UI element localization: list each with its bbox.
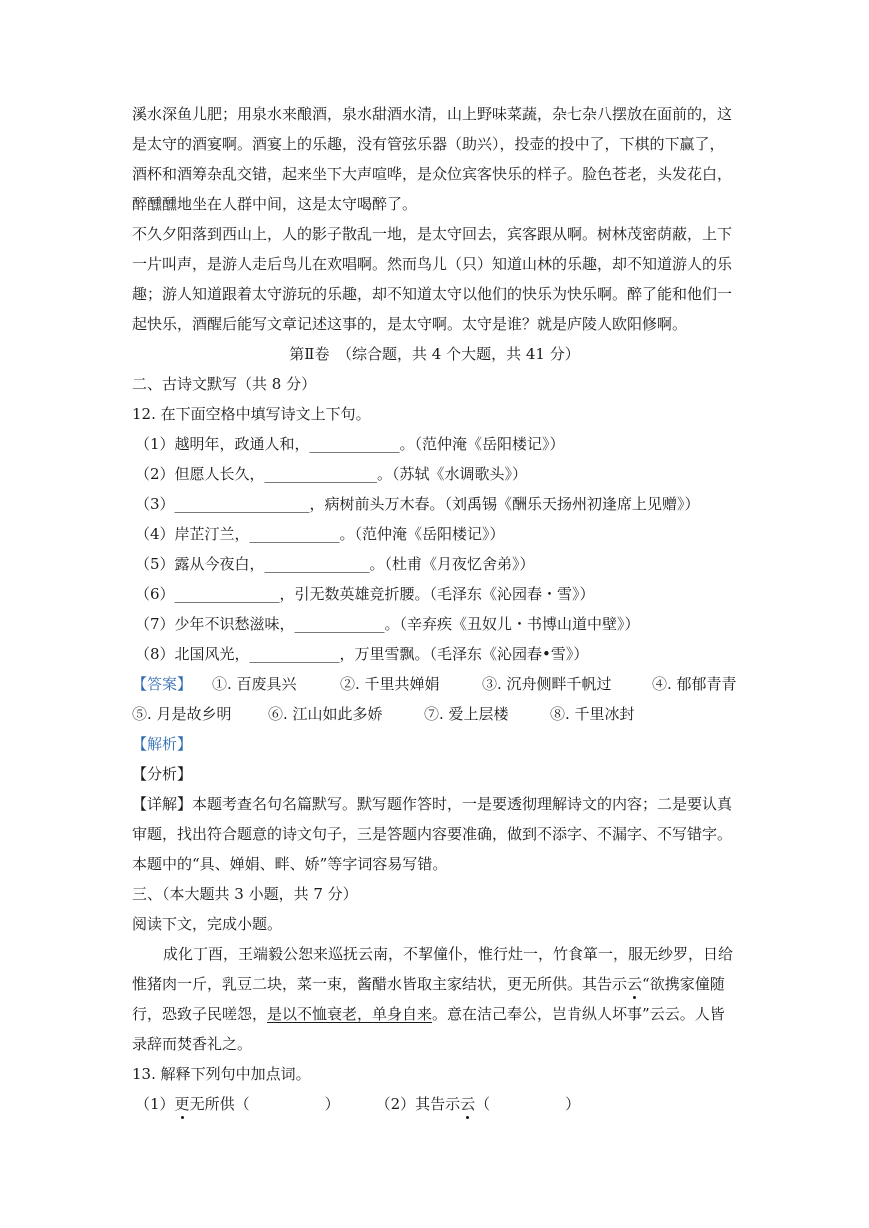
passage-line-2	[132, 974, 725, 994]
question-13-items	[135, 1094, 580, 1114]
detail-line-1: 【详解】本题考查名句名篇默写。默写题作答时，一是要透彻理解诗文的内容；二是要认真	[132, 795, 733, 813]
detail-line-3: 本题中的“具、婵娟、畔、娇”等字词容易写错。	[132, 855, 448, 873]
answer-3: ③. 沉舟侧畔千帆过	[482, 675, 612, 693]
fill-item-7: （7）少年不识愁滋味，____________。（辛弃疾《丑奴儿・书博山道中壁》）	[135, 615, 640, 633]
translation-line-3: 酒杯和酒筹杂乱交错，起来坐下大声喧哗，是众位宾客快乐的样子。脸色苍老，头发花白，	[132, 165, 733, 183]
answer-label: 【答案】	[132, 675, 193, 693]
q13-item-1-blank: 无所供（ ）	[189, 1095, 340, 1113]
fill-item-8: （8）北国风光，____________，万里雪飘。（毛泽东《沁园春•雪》）	[135, 645, 589, 663]
detail-line-2: 审题，找出符合题意的诗文句子，三是答题内容要准确，做到不添字、不漏字、不写错字。	[132, 825, 733, 843]
answer-6: ⑥. 江山如此多娇	[268, 705, 383, 723]
fill-item-3: （3）__________________，病树前头万木春。（刘禹锡《酬乐天扬州初逢席上见赠》）	[135, 495, 700, 513]
q13-item-1-prefix: （1）	[135, 1095, 175, 1113]
translation-line-4: 醉醺醺地坐在人群中间，这是太守喝醉了。	[132, 195, 418, 213]
fill-item-2: （2）但愿人长久，_______________。（苏轼《水调歌头》）	[135, 465, 528, 483]
fill-item-6: （6）______________，引无数英雄竞折腰。（毛泽东《沁园春・雪》）	[135, 585, 595, 603]
fill-item-4: （4）岸芷汀兰，____________。（范仲淹《岳阳楼记》）	[135, 525, 505, 543]
passage-line-3-text: 行，恐致子民嗟怨，	[132, 1005, 268, 1023]
fill-item-1: （1）越明年，政通人和，____________。（范仲淹《岳阳楼记》）	[135, 435, 565, 453]
translation-line-6: 一片叫声，是游人走后鸟儿在欢唱啊。然而鸟儿（只）知道山林的乐趣，却不知道游人的乐	[132, 255, 733, 273]
fenxi-label: 【分析】	[132, 765, 193, 783]
question-13-stem: 13. 解释下列句中加点词。	[132, 1065, 311, 1083]
dotted-word-yun-2: 云	[460, 1095, 476, 1113]
answer-7: ⑦. 爱上层楼	[424, 705, 509, 723]
question-12-stem: 12. 在下面空格中填写诗文上下句。	[132, 405, 371, 423]
passage-line-3-tail: 。意在洁己奉公，岂肯纵人坏事”云云。人皆	[432, 1005, 725, 1023]
answer-1: ①. 百废具兴	[212, 675, 297, 693]
passage-line-1: 成化丁酉，王端毅公恕来巡抚云南，不挈僮仆，惟行灶一，竹食箪一，服无纱罗，日给	[163, 945, 734, 963]
translation-line-8: 起快乐，酒醒后能写文章记述这事的，是太守啊。太守是谁？就是庐陵人欧阳修啊。	[132, 315, 688, 333]
section-3-heading: 三、（本大题共 3 小题，共 7 分）	[132, 885, 358, 903]
translation-line-2: 是太守的酒宴啊。酒宴上的乐趣，没有管弦乐器（助兴），投壶的投中了，下棋的下赢了，	[132, 135, 725, 153]
translation-line-5: 不久夕阳落到西山上，人的影子散乱一地，是太守回去，宾客跟从啊。树林茂密荫蔽，上下	[132, 225, 733, 243]
section-2-heading: 二、古诗文默写（共 8 分）	[132, 375, 317, 393]
analysis-label: 【解析】	[132, 735, 193, 753]
passage-line-2-text: 惟猪肉一斤，乳豆二块，菜一束，酱醋水皆取主家结状，更无所供。其告示	[132, 975, 628, 993]
translation-line-1: 溪水深鱼儿肥；用泉水来酿酒，泉水甜酒水清，山上野味菜蔬，杂七杂八摆放在面前的，这	[132, 105, 733, 123]
passage-line-4: 录辞而焚香礼之。	[132, 1035, 253, 1053]
fill-item-5: （5）露从今夜白，______________。（杜甫《月夜忆舍弟》）	[135, 555, 535, 573]
translation-line-7: 趣；游人知道跟着太守游玩的乐趣，却不知道太守以他们的快乐为快乐啊。醉了能和他们一	[132, 285, 733, 303]
dotted-word-geng: 更	[174, 1095, 190, 1113]
answer-8: ⑧. 千里冰封	[550, 705, 635, 723]
volume-heading: 第Ⅱ卷 （综合题，共 4 个大题，共 41 分）	[289, 345, 580, 363]
passage-line-3	[132, 1004, 725, 1024]
answer-row-1	[132, 674, 737, 694]
passage-line-2-tail: “欲携家僮随	[642, 975, 725, 993]
q13-item-2-prefix: （2）其告示	[375, 1095, 461, 1113]
underlined-sentence: 是以不恤衰老，单身自来	[267, 1005, 433, 1023]
answer-4: ④. 郁郁青青	[652, 675, 737, 693]
answer-5: ⑤. 月是故乡明	[132, 705, 232, 723]
dotted-word-yun: 云	[627, 975, 643, 993]
q13-item-2-blank: （ ）	[475, 1095, 581, 1113]
reading-instruction: 阅读下文，完成小题。	[132, 915, 283, 933]
answer-row-2	[132, 704, 635, 724]
answer-2: ②. 千里共婵娟	[340, 675, 440, 693]
